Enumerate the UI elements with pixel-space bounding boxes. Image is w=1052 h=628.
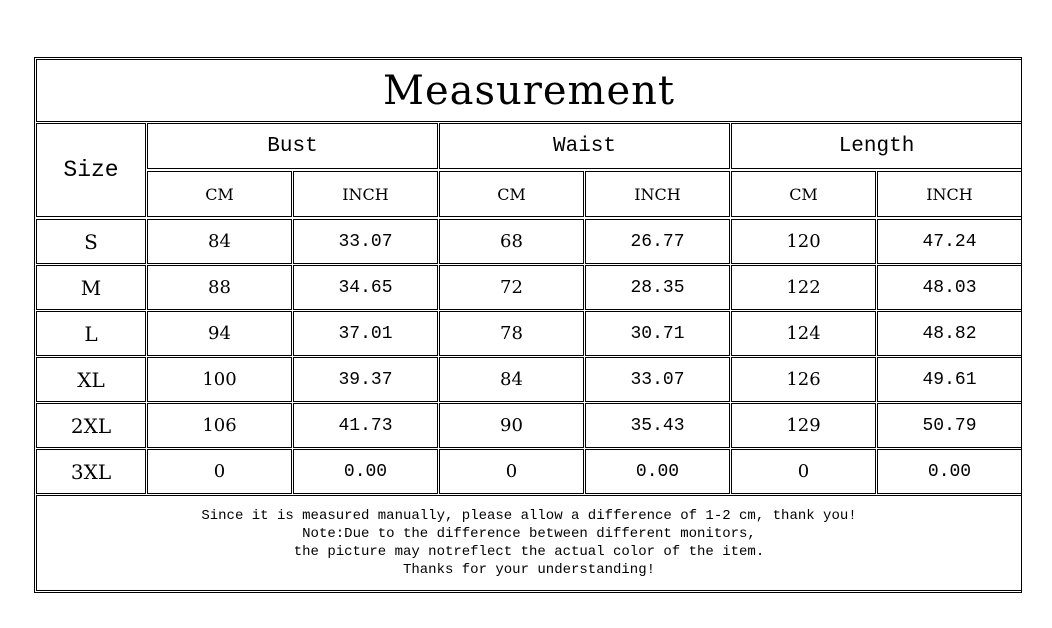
size-label: M	[36, 265, 146, 310]
group-header-waist: Waist	[439, 123, 730, 169]
table-cell: 33.07	[585, 357, 730, 402]
table-cell: 94	[147, 311, 292, 356]
unit-header-length-inch: INCH	[877, 171, 1022, 217]
table-cell: 78	[439, 311, 584, 356]
table-cell: 88	[147, 265, 292, 310]
table-cell: 0.00	[293, 449, 438, 494]
table-cell: 35.43	[585, 403, 730, 448]
table-cell: 124	[731, 311, 876, 356]
table-cell: 106	[147, 403, 292, 448]
size-label: S	[36, 219, 146, 264]
table-cell: 30.71	[585, 311, 730, 356]
unit-header-waist-cm: CM	[439, 171, 584, 217]
unit-header-length-cm: CM	[731, 171, 876, 217]
table-cell: 100	[147, 357, 292, 402]
note-line: Since it is measured manually, please allow a difference of 1-2 cm, thank you!	[201, 508, 857, 524]
table-cell: 84	[439, 357, 584, 402]
note-line: Thanks for your understanding!	[402, 562, 656, 578]
table-cell: 84	[147, 219, 292, 264]
table-cell: 126	[731, 357, 876, 402]
table-cell: 120	[731, 219, 876, 264]
table-cell: 72	[439, 265, 584, 310]
size-label: L	[36, 311, 146, 356]
table-cell: 28.35	[585, 265, 730, 310]
table-cell: 0.00	[585, 449, 730, 494]
table-cell: 37.01	[293, 311, 438, 356]
unit-header-bust-cm: CM	[147, 171, 292, 217]
unit-header-waist-inch: INCH	[585, 171, 730, 217]
note-line: the picture may notreflect the actual color of the item.	[293, 544, 765, 560]
unit-header-bust-inch: INCH	[293, 171, 438, 217]
table-title: Measurement	[36, 59, 1022, 122]
table-cell: 50.79	[877, 403, 1022, 448]
table-cell: 0	[147, 449, 292, 494]
table-cell: 41.73	[293, 403, 438, 448]
table-cell: 48.82	[877, 311, 1022, 356]
table-cell: 0	[439, 449, 584, 494]
table-cell: 33.07	[293, 219, 438, 264]
table-cell: 47.24	[877, 219, 1022, 264]
size-column-header: Size	[36, 123, 146, 217]
table-cell: 0.00	[877, 449, 1022, 494]
group-header-length: Length	[731, 123, 1022, 169]
size-label: XL	[36, 357, 146, 402]
table-cell: 90	[439, 403, 584, 448]
table-cell: 68	[439, 219, 584, 264]
table-cell: 129	[731, 403, 876, 448]
table-cell: 34.65	[293, 265, 438, 310]
measurement-note	[36, 495, 1022, 591]
size-label: 2XL	[36, 403, 146, 448]
table-cell: 39.37	[293, 357, 438, 402]
table-cell: 26.77	[585, 219, 730, 264]
table-cell: 0	[731, 449, 876, 494]
table-cell: 48.03	[877, 265, 1022, 310]
group-header-bust: Bust	[147, 123, 438, 169]
note-line: Note:Due to the difference between different monitors,	[302, 526, 756, 542]
table-cell: 49.61	[877, 357, 1022, 402]
table-cell: 122	[731, 265, 876, 310]
size-label: 3XL	[36, 449, 146, 494]
